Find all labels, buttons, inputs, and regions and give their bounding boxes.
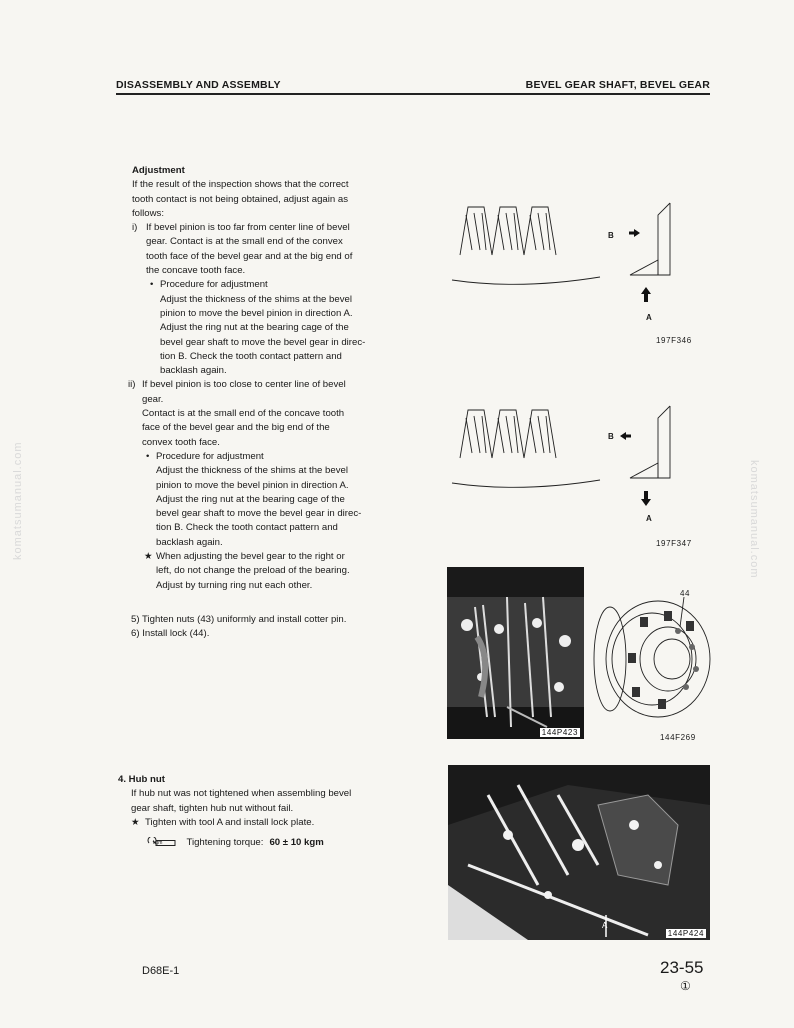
bullet-dot: • — [146, 450, 150, 462]
star-icon: ★ — [131, 816, 140, 828]
procedure-line: tion B. Check the tooth contact pattern and — [156, 522, 338, 534]
torque-icon-label: kgm — [153, 840, 163, 847]
note-line: Adjust by turning ring nut each other. — [156, 579, 313, 591]
hub-nut-line: If hub nut was not tightened when assembling bevel — [131, 788, 352, 800]
bullet-dot: • — [150, 279, 154, 291]
fig1-caption: 197F346 — [656, 336, 692, 345]
photo-144P423 — [447, 567, 584, 739]
watermark-right: komatsumanual.com — [748, 460, 760, 579]
header-section-title: DISASSEMBLY AND ASSEMBLY — [116, 79, 281, 91]
adjustment-intro-3: follows: — [132, 207, 164, 219]
procedure-line: backlash again. — [160, 365, 227, 377]
procedure-line: pinion to move the bevel pinion in direction A. — [160, 307, 353, 319]
case-1-line: tooth face of the bevel gear and at the big end of — [146, 250, 353, 262]
note-line: When adjusting the bevel gear to the right or — [156, 551, 345, 563]
torque-row — [131, 836, 408, 850]
hub-nut-block — [118, 773, 408, 850]
case-2-line: If bevel pinion is too close to center line of bevel — [142, 379, 346, 391]
fig4-caption: 144P424 — [667, 929, 704, 938]
case-2-line: gear. — [142, 393, 164, 405]
fig2-caption: 197F347 — [656, 539, 692, 548]
procedure-line: pinion to move the bevel pinion in direction A. — [156, 479, 349, 491]
adjustment-title: Adjustment — [132, 165, 185, 176]
figure-197F346 — [450, 195, 710, 345]
callout-44: 44 — [680, 589, 691, 598]
fig4-label-a: A — [602, 921, 608, 930]
figure-197F347 — [450, 398, 710, 553]
figure-144F269 — [588, 587, 713, 742]
procedure-line: bevel gear shaft to move the bevel gear in direc- — [156, 508, 362, 520]
watermark-left: komatsumanual.com — [12, 441, 24, 560]
procedure-line: backlash again. — [156, 536, 223, 548]
fig1-label-b: B — [608, 231, 615, 240]
gear-photo-drawing — [447, 567, 584, 739]
step-5: 5) Tighten nuts (43) uniformly and install cotter pin. — [131, 614, 347, 625]
case-2-line: face of the bevel gear and the big end of the — [142, 422, 330, 434]
fig3-caption: 144F269 — [660, 733, 696, 742]
torque-value: 60 ± 10 kgm — [269, 837, 324, 849]
star-icon: ★ — [144, 551, 153, 563]
case-1-line: If bevel pinion is too far from center line of bevel — [146, 222, 350, 234]
footer-page-number: 23-55 — [660, 958, 704, 977]
case-2-line: convex tooth face. — [142, 436, 220, 448]
hub-nut-title: 4. Hub nut — [118, 774, 165, 785]
case-1-line: the concave tooth face. — [146, 265, 246, 277]
torque-label: Tightening torque: — [186, 837, 264, 849]
procedure-line: Adjust the ring nut at the bearing cage of the — [156, 493, 345, 505]
photo-144P423-label: 144P423 — [541, 728, 578, 737]
procedure-line: bevel gear shaft to move the bevel gear in direc- — [160, 336, 366, 348]
procedure-line: Adjust the ring nut at the bearing cage of the — [160, 322, 349, 334]
case-2-marker: ii) — [128, 379, 136, 391]
procedure-line: Adjust the thickness of the shims at the bevel — [156, 465, 348, 477]
procedure-line: tion B. Check the tooth contact pattern and — [160, 350, 342, 362]
note-line: left, do not change the preload of the bearing. — [156, 565, 350, 577]
lock-install-drawing — [588, 587, 713, 722]
case-1-marker: i) — [132, 222, 138, 234]
header-topic-title: BEVEL GEAR SHAFT, BEVEL GEAR — [525, 79, 710, 91]
footer-model: D68E-1 — [142, 965, 180, 977]
case-2-line: Contact is at the small end of the concave tooth — [142, 408, 345, 420]
hub-nut-line: gear shaft, tighten hub nut without fail. — [131, 802, 294, 814]
fig2-label-a: A — [646, 514, 653, 523]
case-1-procedure — [146, 278, 400, 378]
hub-nut-photo-drawing — [448, 765, 710, 940]
steps-block — [131, 613, 346, 642]
adjustment-intro-1: If the result of the inspection shows that the correct — [132, 179, 349, 191]
case-2-procedure — [142, 450, 400, 550]
hub-nut-note — [131, 816, 408, 830]
case-1 — [132, 221, 400, 378]
case-1-line: gear. Contact is at the small end of the convex — [146, 236, 343, 248]
step-6: 6) Install lock (44). — [131, 628, 210, 640]
footer-revision-mark: ① — [680, 979, 691, 993]
adjustment-intro-2: tooth contact is not being obtained, adjust again as — [132, 193, 349, 205]
header-rule — [116, 93, 710, 95]
fig2-label-b: B — [608, 432, 615, 441]
hub-nut-note-text: Tighten with tool A and install lock plate. — [145, 816, 315, 828]
procedure-heading: Procedure for adjustment — [160, 279, 268, 291]
procedure-line: Adjust the thickness of the shims at the bevel — [160, 293, 352, 305]
tooth-contact-diagram-2 — [450, 398, 710, 548]
adjustment-block — [128, 164, 400, 593]
tooth-contact-diagram-1 — [450, 195, 710, 345]
case-2-note — [142, 550, 400, 593]
procedure-heading: Procedure for adjustment — [156, 450, 264, 462]
fig1-label-a: A — [646, 313, 653, 322]
case-2 — [128, 378, 400, 592]
photo-144P424 — [448, 765, 710, 940]
